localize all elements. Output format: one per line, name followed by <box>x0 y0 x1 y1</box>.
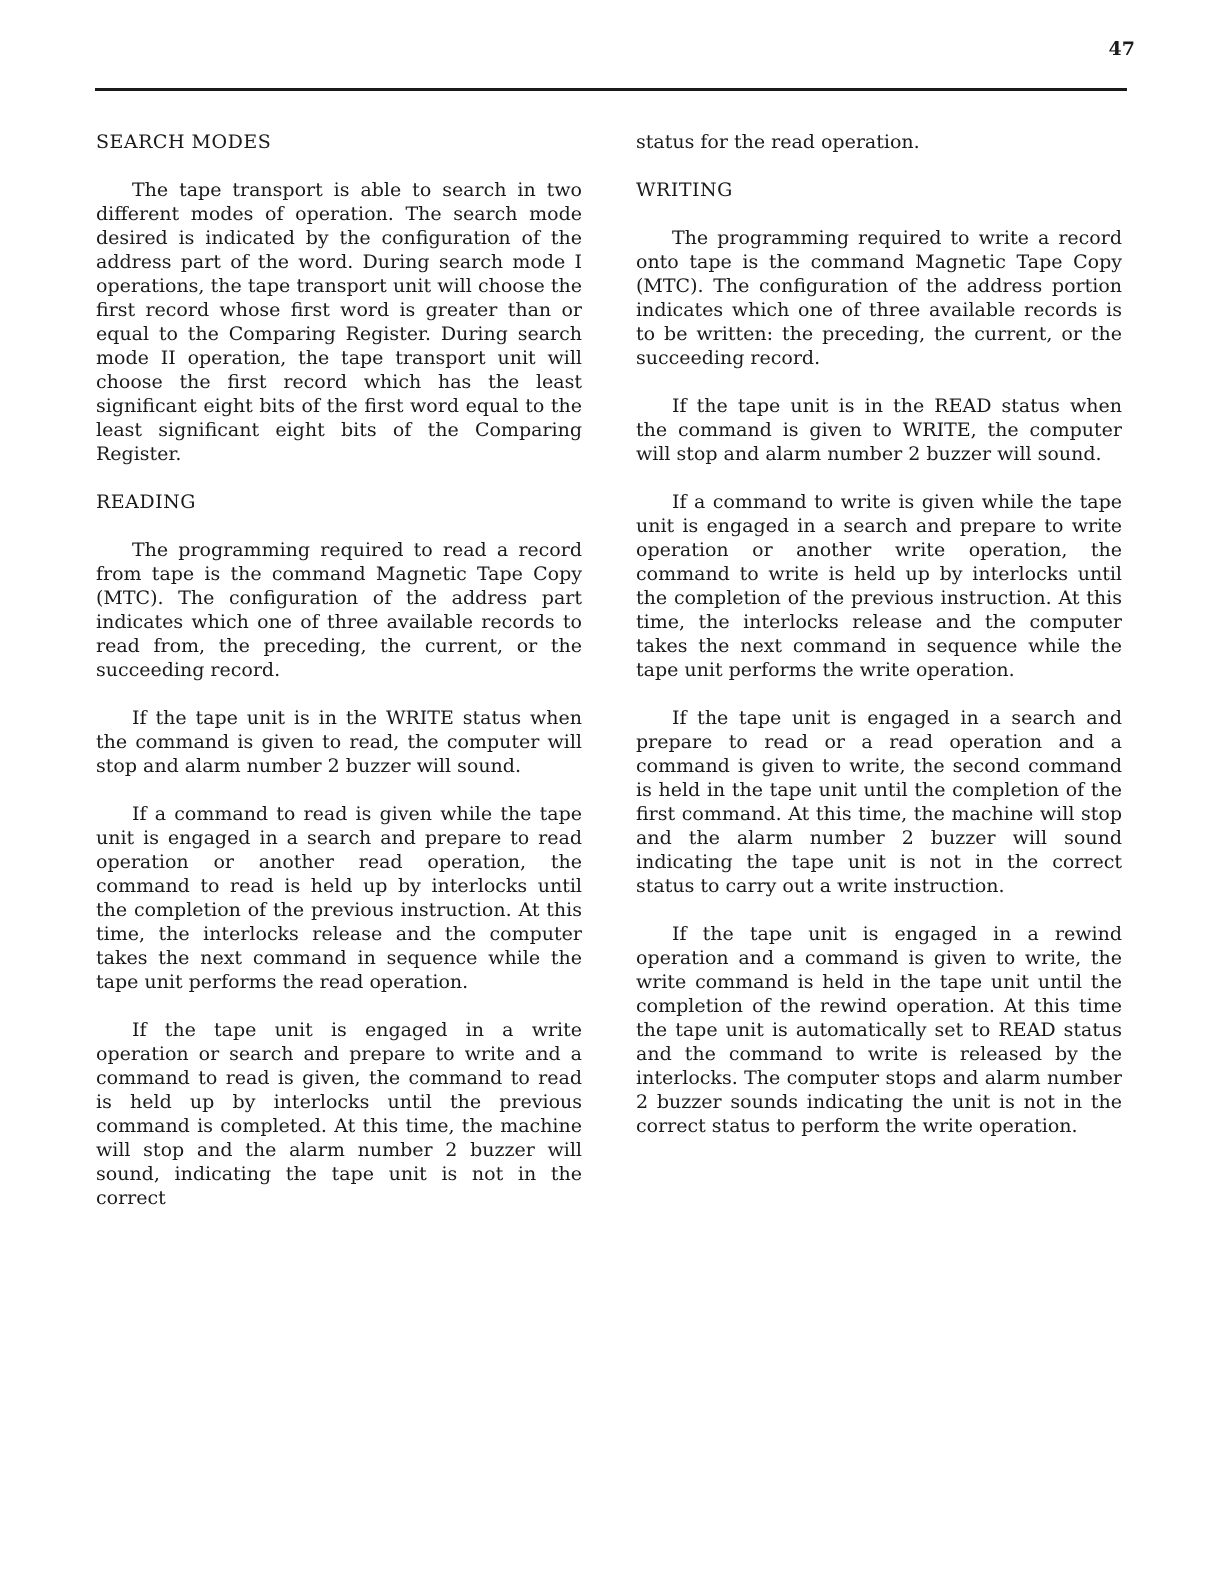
paragraph-continuation: status for the read operation. <box>636 131 920 153</box>
paragraph: If a command to write is given while the tape unit is engaged in a search and prepare to write operation or another write operation, the command to write is held up by interlocks until the completion of the previous instruction. At this time, the interlocks release and the computer takes the next command in sequence while the tape unit performs the write operation. <box>636 491 1122 681</box>
paragraph: If the tape unit is engaged in a write operation or search and prepare to write and a command to read is given, the command to read is held up by interlocks until the previous command is completed. At this time, the machine will stop and the alarm number 2 buzzer will sound, indicating the tape unit is not in the correct <box>96 1019 582 1209</box>
paragraph: The programming required to write a record onto tape is the command Magnetic Tape Copy (MTC). The configuration of the address portion indicates which one of three available records is to be written: the preceding, the current, or the succeeding record. <box>636 227 1122 369</box>
paragraph: If the tape unit is in the WRITE status when the command is given to read, the computer will stop and alarm number 2 buzzer will sound. <box>96 707 582 777</box>
left-column <box>96 130 582 1234</box>
section-writing <box>636 178 1122 1138</box>
section-heading-search-modes: SEARCH MODES <box>96 131 272 153</box>
paragraph: If the tape unit is in the READ status when the command is given to WRITE, the computer will stop and alarm number 2 buzzer will sound. <box>636 395 1122 465</box>
section-heading-reading: READING <box>96 491 196 513</box>
paragraph: If the tape unit is engaged in a rewind operation and a command is given to write, the write command is held in the tape unit until the completion of the rewind operation. At this time the tape unit is automatically set to READ status and the command to write is released by the interlocks. The computer stops and alarm number 2 buzzer sounds indicating the unit is not in the correct status to perform the write operation. <box>636 923 1122 1137</box>
paragraph: If a command to read is given while the tape unit is engaged in a search and prepare to read operation or another read operation, the command to read is held up by interlocks until the completion of the previous instruction. At this time, the interlocks release and the computer takes the next command in sequence while the tape unit performs the read operation. <box>96 803 582 993</box>
paragraph: The tape transport is able to search in two different modes of operation. The search mode desired is indicated by the configuration of the address part of the word. During search mode I operations, the tape transport unit will choose the first record whose first word is greater than or equal to the Comparing Register. During search mode II operation, the tape transport unit will choose the first record which has the least significant eight bits of the first word equal to the least significant eight bits of the Comparing Register. <box>96 179 582 465</box>
section-search-modes <box>96 130 582 466</box>
right-column <box>636 130 1122 1162</box>
header-rule <box>95 88 1127 91</box>
paragraph: The programming required to read a record from tape is the command Magnetic Tape Copy (MTC). The configuration of the address part indicates which one of three available records to read from, the preceding, the current, or the succeeding record. <box>96 539 582 681</box>
page-number: 47 <box>1108 38 1135 60</box>
section-heading-writing: WRITING <box>636 179 733 201</box>
paragraph: If the tape unit is engaged in a search and prepare to read or a read operation and a command is given to write, the second command is held in the tape unit until the completion of the first command. At this time, the machine will stop and the alarm number 2 buzzer will sound indicating the tape unit is not in the correct status to carry out a write instruction. <box>636 707 1122 897</box>
section-reading <box>96 490 582 1210</box>
